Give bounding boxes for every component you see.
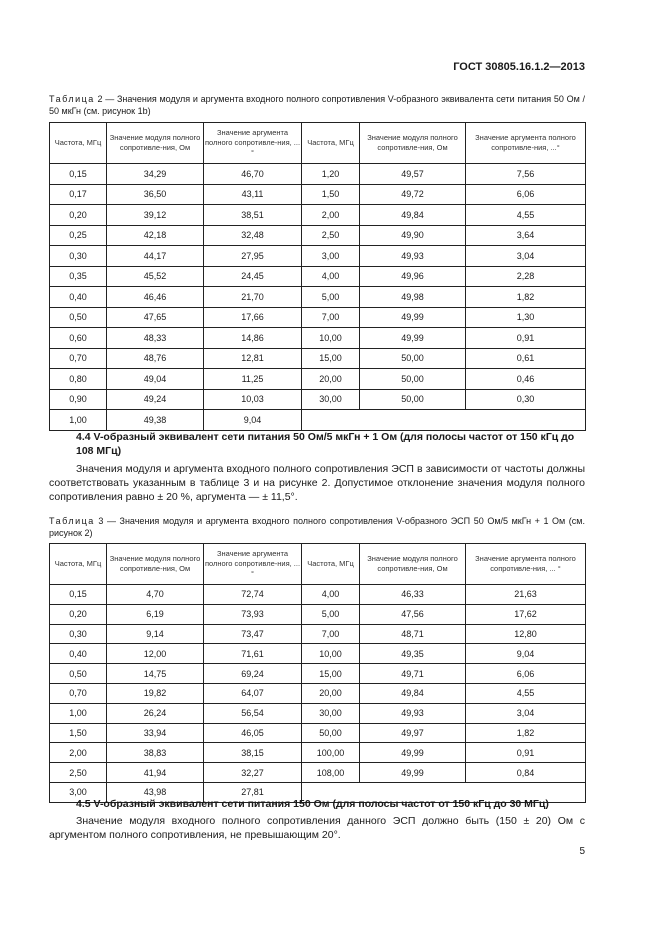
table-cell: 0,61	[466, 348, 586, 369]
table-row	[50, 246, 586, 267]
table-cell: 10,00	[302, 644, 360, 664]
table-cell: 0,20	[50, 205, 107, 226]
table-cell: 5,00	[302, 604, 360, 624]
table-cell: 49,98	[360, 287, 466, 308]
table-cell: 11,25	[204, 369, 302, 390]
table-cell: 5,00	[302, 287, 360, 308]
table3-caption-text: 3 — Значения модуля и аргумента входного полного сопротивления V-образного ЭСП 50 Ом/5 мкГн + 1 Ом (см. рисунок 2)	[49, 516, 585, 538]
table-cell: 0,15	[50, 585, 107, 605]
table-cell: 48,33	[107, 328, 204, 349]
table-cell: 49,84	[360, 683, 466, 703]
table-row	[50, 328, 586, 349]
table-cell: 14,86	[204, 328, 302, 349]
table-row	[50, 585, 586, 605]
table-cell: 49,99	[360, 307, 466, 328]
table-cell: 27,95	[204, 246, 302, 267]
table-cell: 50,00	[302, 723, 360, 743]
table-cell: 7,56	[466, 164, 586, 185]
col-header-frequency: Частота, МГц	[302, 544, 360, 585]
table-cell: 108,00	[302, 763, 360, 783]
table-cell: 46,70	[204, 164, 302, 185]
table-cell: 49,99	[360, 743, 466, 763]
table-cell: 49,24	[107, 389, 204, 410]
table-cell: 30,00	[302, 703, 360, 723]
table-row	[50, 703, 586, 723]
table-cell: 4,00	[302, 266, 360, 287]
table-cell: 10,03	[204, 389, 302, 410]
table-cell: 9,04	[466, 644, 586, 664]
table-cell: 0,30	[466, 389, 586, 410]
table-cell: 0,60	[50, 328, 107, 349]
table-cell: 72,74	[204, 585, 302, 605]
col-header-frequency: Частота, МГц	[50, 544, 107, 585]
table-cell: 21,70	[204, 287, 302, 308]
table-cell: 2,50	[50, 763, 107, 783]
table-cell: 0,80	[50, 369, 107, 390]
table-cell: 49,93	[360, 703, 466, 723]
table-cell: 50,00	[360, 369, 466, 390]
table-cell: 0,50	[50, 307, 107, 328]
table-cell: 0,15	[50, 164, 107, 185]
table-cell: 6,19	[107, 604, 204, 624]
table-cell: 0,20	[50, 604, 107, 624]
table-cell: 14,75	[107, 664, 204, 684]
table-cell: 3,64	[466, 225, 586, 246]
table-cell: 48,76	[107, 348, 204, 369]
section-4-5-text: Значение модуля входного полного сопротивления данного ЭСП должно быть (150 ± 20) Ом с аргументом полного сопротивления, не превышающим 20°.	[49, 815, 585, 841]
table-cell: 46,46	[107, 287, 204, 308]
table-cell: 39,12	[107, 205, 204, 226]
table-cell: 9,14	[107, 624, 204, 644]
table-cell: 0,25	[50, 225, 107, 246]
table-row	[50, 624, 586, 644]
table-cell: 2,50	[302, 225, 360, 246]
table-cell: 4,00	[302, 585, 360, 605]
table-cell: 100,00	[302, 743, 360, 763]
table-cell: 20,00	[302, 369, 360, 390]
table-cell: 1,30	[466, 307, 586, 328]
table-cell: 46,33	[360, 585, 466, 605]
table2-label: Таблица	[49, 94, 95, 104]
table-cell: 43,98	[107, 782, 204, 802]
table-row	[50, 266, 586, 287]
table-cell: 0,35	[50, 266, 107, 287]
table-row	[50, 410, 586, 431]
table-cell: 71,61	[204, 644, 302, 664]
table-cell: 49,57	[360, 164, 466, 185]
table-cell: 4,70	[107, 585, 204, 605]
table-cell: 12,81	[204, 348, 302, 369]
table-cell: 73,47	[204, 624, 302, 644]
col-header-modulus: Значение модуля полного сопротивле-ния, Ом	[360, 123, 466, 164]
table-row	[50, 369, 586, 390]
table-cell: 17,62	[466, 604, 586, 624]
table2-caption	[49, 93, 585, 117]
table-cell: 1,50	[50, 723, 107, 743]
table-row	[50, 664, 586, 684]
table-cell: 7,00	[302, 307, 360, 328]
table-row	[50, 683, 586, 703]
table-cell: 15,00	[302, 348, 360, 369]
table-cell: 49,99	[360, 328, 466, 349]
table-cell: 3,00	[302, 246, 360, 267]
table-row	[50, 743, 586, 763]
table-cell: 38,15	[204, 743, 302, 763]
table-row	[50, 184, 586, 205]
table-cell: 15,00	[302, 664, 360, 684]
col-header-modulus: Значение модуля полного сопротивле-ния, Ом	[107, 123, 204, 164]
table-cell: 3,04	[466, 703, 586, 723]
table-cell: 26,24	[107, 703, 204, 723]
table-cell: 49,35	[360, 644, 466, 664]
table-cell: 34,29	[107, 164, 204, 185]
table-row	[50, 644, 586, 664]
table-cell: 0,84	[466, 763, 586, 783]
table-cell: 45,52	[107, 266, 204, 287]
table-cell: 56,54	[204, 703, 302, 723]
table-row	[50, 604, 586, 624]
table-cell: 49,99	[360, 763, 466, 783]
table-row	[50, 164, 586, 185]
table-cell: 49,71	[360, 664, 466, 684]
table-cell: 4,55	[466, 205, 586, 226]
table-cell: 12,00	[107, 644, 204, 664]
table-row	[50, 225, 586, 246]
table-cell: 47,56	[360, 604, 466, 624]
table-row	[50, 205, 586, 226]
table-cell: 1,00	[50, 703, 107, 723]
table-cell: 2,00	[50, 743, 107, 763]
table-cell: 6,06	[466, 184, 586, 205]
table-cell: 47,65	[107, 307, 204, 328]
empty-cell	[302, 410, 586, 431]
table-cell: 44,17	[107, 246, 204, 267]
section-4-4-text: Значения модуля и аргумента входного полного сопротивления ЭСП в зависимости от частоты должны соответствовать указанным в таблице 3 и на рисунке 2. Допустимое отклонение значения модуля полного сопротивления равно ± 20 %, аргумента — ± 11,5°.	[49, 463, 585, 503]
table-cell: 0,70	[50, 348, 107, 369]
table-cell: 0,46	[466, 369, 586, 390]
table-cell: 7,00	[302, 624, 360, 644]
col-header-argument: Значение аргумента полного сопротивле-ния, ... °	[204, 544, 302, 585]
table-cell: 33,94	[107, 723, 204, 743]
table-cell: 50,00	[360, 389, 466, 410]
table-cell: 73,93	[204, 604, 302, 624]
section-4-4-title: 4.4 V-образный эквивалент сети питания 50 Ом/5 мкГн + 1 Ом (для полосы частот от 150 кГц до 108 МГц)	[76, 431, 575, 457]
table-row	[50, 348, 586, 369]
table-cell: 9,04	[204, 410, 302, 431]
table-cell: 32,48	[204, 225, 302, 246]
table-3	[49, 543, 586, 803]
table-cell: 49,93	[360, 246, 466, 267]
table-cell: 1,82	[466, 287, 586, 308]
col-header-argument: Значение аргумента полного сопротивле-ния, ...°	[204, 123, 302, 164]
table-cell: 64,07	[204, 683, 302, 703]
table-cell: 1,00	[50, 410, 107, 431]
table-cell: 2,28	[466, 266, 586, 287]
table-cell: 0,50	[50, 664, 107, 684]
table-cell: 49,84	[360, 205, 466, 226]
table-header-row	[50, 544, 586, 585]
table-header-row	[50, 123, 586, 164]
table-cell: 27,81	[204, 782, 302, 802]
table-cell: 49,38	[107, 410, 204, 431]
section-4-5-title: 4.5 V-образный эквивалент сети питания 150 Ом (для полосы частот от 150 кГц до 30 МГц)	[76, 798, 549, 810]
table-cell: 4,55	[466, 683, 586, 703]
table-cell: 49,90	[360, 225, 466, 246]
table-cell: 36,50	[107, 184, 204, 205]
table3-caption	[49, 515, 585, 539]
col-header-modulus: Значение модуля полного сопротивле-ния, Ом	[360, 544, 466, 585]
table-cell: 0,70	[50, 683, 107, 703]
table-cell: 69,24	[204, 664, 302, 684]
table3-label: Таблица	[49, 516, 95, 526]
table-row	[50, 389, 586, 410]
table-cell: 32,27	[204, 763, 302, 783]
table-cell: 38,83	[107, 743, 204, 763]
table-cell: 50,00	[360, 348, 466, 369]
table-cell: 19,82	[107, 683, 204, 703]
page-number: 5	[579, 846, 585, 857]
table-cell: 10,00	[302, 328, 360, 349]
document-header: ГОСТ 30805.16.1.2—2013	[453, 61, 585, 73]
table-2	[49, 122, 586, 431]
table-cell: 3,04	[466, 246, 586, 267]
table-cell: 17,66	[204, 307, 302, 328]
table-cell: 0,17	[50, 184, 107, 205]
table-row	[50, 307, 586, 328]
table-cell: 42,18	[107, 225, 204, 246]
table-cell: 6,06	[466, 664, 586, 684]
col-header-argument: Значение аргумента полного сопротивле-ния, ...°	[466, 123, 586, 164]
table-row	[50, 287, 586, 308]
table-cell: 3,00	[50, 782, 107, 802]
table-cell: 24,45	[204, 266, 302, 287]
table-cell: 41,94	[107, 763, 204, 783]
table-cell: 46,05	[204, 723, 302, 743]
table-cell: 49,04	[107, 369, 204, 390]
table-cell: 21,63	[466, 585, 586, 605]
table-cell: 1,20	[302, 164, 360, 185]
table-cell: 0,30	[50, 624, 107, 644]
table-cell: 48,71	[360, 624, 466, 644]
table-cell: 0,40	[50, 287, 107, 308]
col-header-modulus: Значение модуля полного сопротивле-ния, Ом	[107, 544, 204, 585]
table-row	[50, 763, 586, 783]
table-cell: 0,91	[466, 743, 586, 763]
table-cell: 0,30	[50, 246, 107, 267]
table-cell: 49,72	[360, 184, 466, 205]
col-header-argument: Значение аргумента полного сопротивле-ния, ... °	[466, 544, 586, 585]
table-cell: 20,00	[302, 683, 360, 703]
col-header-frequency: Частота, МГц	[302, 123, 360, 164]
table-cell: 0,91	[466, 328, 586, 349]
table-cell: 49,97	[360, 723, 466, 743]
table-row	[50, 723, 586, 743]
table-cell: 1,82	[466, 723, 586, 743]
table-cell: 0,40	[50, 644, 107, 664]
table2-caption-text: 2 — Значения модуля и аргумента входного полного сопротивления V-образного эквивалента сети питания 50 Ом / 50 мкГн (см. рисунок 1b)	[49, 94, 585, 116]
table-cell: 12,80	[466, 624, 586, 644]
col-header-frequency: Частота, МГц	[50, 123, 107, 164]
table-cell: 0,90	[50, 389, 107, 410]
table-cell: 38,51	[204, 205, 302, 226]
table-cell: 1,50	[302, 184, 360, 205]
table-cell: 2,00	[302, 205, 360, 226]
table-cell: 43,11	[204, 184, 302, 205]
table-cell: 49,96	[360, 266, 466, 287]
table-cell: 30,00	[302, 389, 360, 410]
